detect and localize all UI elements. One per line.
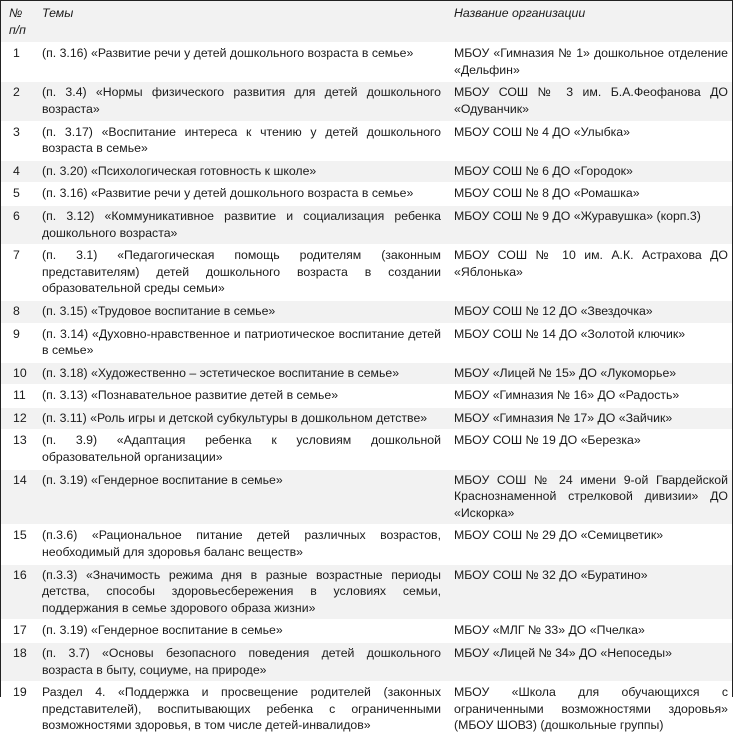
row-organization: МБОУ «Гимназия № 1» дошкольное отделение «Дельфин» [446,43,732,82]
row-topic: (п. 3.7) «Основы безопасного поведения детей дошкольного возраста в быту, социуме, на природе» [34,643,446,682]
row-topic: (п. 3.1) «Педагогическая помощь родителям (законным представителям) детей дошкольного возраста в создании образовательной среды семьи» [34,245,446,301]
row-number: 18 [1,643,34,682]
table-row [1,430,732,469]
row-organization: МБОУ СОШ № 19 ДО «Березка» [446,430,732,469]
organizations-table [1,1,732,738]
row-organization: МБОУ СОШ № 9 ДО «Журавушка» (корп.3) [446,205,732,244]
table-row [1,385,732,408]
row-topic: (п. 3.19) «Гендерное воспитание в семье» [34,469,446,525]
table-row [1,183,732,206]
table-row [1,362,732,385]
row-number: 14 [1,469,34,525]
row-topic: (п. 3.18) «Художественно – эстетическое воспитание в семье» [34,362,446,385]
row-organization: МБОУ «Лицей № 34» ДО «Непоседы» [446,643,732,682]
row-organization: МБОУ СОШ № 32 ДО «Буратино» [446,564,732,620]
row-organization: МБОУ СОШ № 12 ДО «Звездочка» [446,300,732,323]
row-topic: (п. 3.16) «Развитие речи у детей дошкольного возраста в семье» [34,43,446,82]
row-topic: (п.3.3) «Значимость режима дня в разные возрастные периоды детства, способы здоровьесбережения в условиях семьи, поддержания в семье здорового образа жизни» [34,564,446,620]
table-row [1,160,732,183]
row-topic: (п. 3.13) «Познавательное развитие детей в семье» [34,385,446,408]
table-row [1,121,732,160]
row-organization: МБОУ СОШ № 8 ДО «Ромашка» [446,183,732,206]
row-number: 4 [1,160,34,183]
row-topic: (п. 3.19) «Гендерное воспитание в семье» [34,620,446,643]
row-organization: МБОУ СОШ № 10 им. А.К. Астрахова ДО «Яблонька» [446,245,732,301]
row-organization: МБОУ СОШ № 29 ДО «Семицветик» [446,525,732,564]
row-number: 11 [1,385,34,408]
row-organization: МБОУ «МЛГ № 33» ДО «Пчелка» [446,620,732,643]
row-number: 19 [1,682,34,738]
table-row [1,205,732,244]
row-organization: МБОУ «Гимназия № 17» ДО «Зайчик» [446,407,732,430]
row-organization: МБОУ СОШ № 3 им. Б.А.Феофанова ДО «Одуванчик» [446,82,732,121]
row-number: 2 [1,82,34,121]
row-number: 3 [1,121,34,160]
row-number: 16 [1,564,34,620]
row-topic: (п. 3.9) «Адаптация ребенка к условиям дошкольной образовательной организации» [34,430,446,469]
row-number: 13 [1,430,34,469]
row-topic: (п. 3.12) «Коммуникативное развитие и социализация ребенка дошкольного возраста» [34,205,446,244]
row-number: 7 [1,245,34,301]
table-row [1,43,732,82]
row-number: 5 [1,183,34,206]
table-row [1,300,732,323]
row-organization: МБОУ «Лицей № 15» ДО «Лукоморье» [446,362,732,385]
row-topic: (п.3.6) «Рациональное питание детей различных возрастов, необходимый для здоровья баланс веществ» [34,525,446,564]
row-number: 10 [1,362,34,385]
row-topic: Раздел 4. «Поддержка и просвещение родителей (законных представителей), воспитывающих ребенка с ограниченными возможностями здоровья, в том числе детей-инвалидов» [34,682,446,738]
table-row [1,620,732,643]
row-number: 15 [1,525,34,564]
table-row [1,682,732,738]
row-topic: (п. 3.17) «Воспитание интереса к чтению у детей дошкольного возраста в семье» [34,121,446,160]
row-number: 1 [1,43,34,82]
row-number: 8 [1,300,34,323]
table-row [1,525,732,564]
table-row [1,407,732,430]
row-topic: (п. 3.14) «Духовно-нравственное и патриотическое воспитание детей в семье» [34,323,446,362]
row-number: 12 [1,407,34,430]
row-organization: МБОУ СОШ № 4 ДО «Улыбка» [446,121,732,160]
table-body [1,43,732,738]
row-organization: МБОУ СОШ № 14 ДО «Золотой ключик» [446,323,732,362]
table-row [1,323,732,362]
row-number: 17 [1,620,34,643]
table-header-row [1,1,732,43]
table-row [1,643,732,682]
row-number: 6 [1,205,34,244]
row-topic: (п. 3.16) «Развитие речи у детей дошкольного возраста в семье» [34,183,446,206]
row-organization: МБОУ «Гимназия № 16» ДО «Радость» [446,385,732,408]
table-row [1,469,732,525]
row-topic: (п. 3.15) «Трудовое воспитание в семье» [34,300,446,323]
table-row [1,245,732,301]
header-topic: Темы [34,1,446,43]
row-organization: МБОУ СОШ № 24 имени 9-ой Гвардейской Краснознаменной стрелковой дивизии» ДО «Искорка» [446,469,732,525]
row-organization: МБОУ СОШ № 6 ДО «Городок» [446,160,732,183]
row-topic: (п. 3.11) «Роль игры и детской субкультуры в дошкольном детстве» [34,407,446,430]
header-organization: Название организации [446,1,732,43]
row-topic: (п. 3.20) «Психологическая готовность к школе» [34,160,446,183]
table-row [1,82,732,121]
header-number: № п/п [1,1,34,43]
row-organization: МБОУ «Школа для обучающихся с ограниченными возможностями здоровья» (МБОУ ШОВЗ) (дошкольные группы) [446,682,732,738]
table-row [1,564,732,620]
row-number: 9 [1,323,34,362]
row-topic: (п. 3.4) «Нормы физического развития для детей дошкольного возраста» [34,82,446,121]
